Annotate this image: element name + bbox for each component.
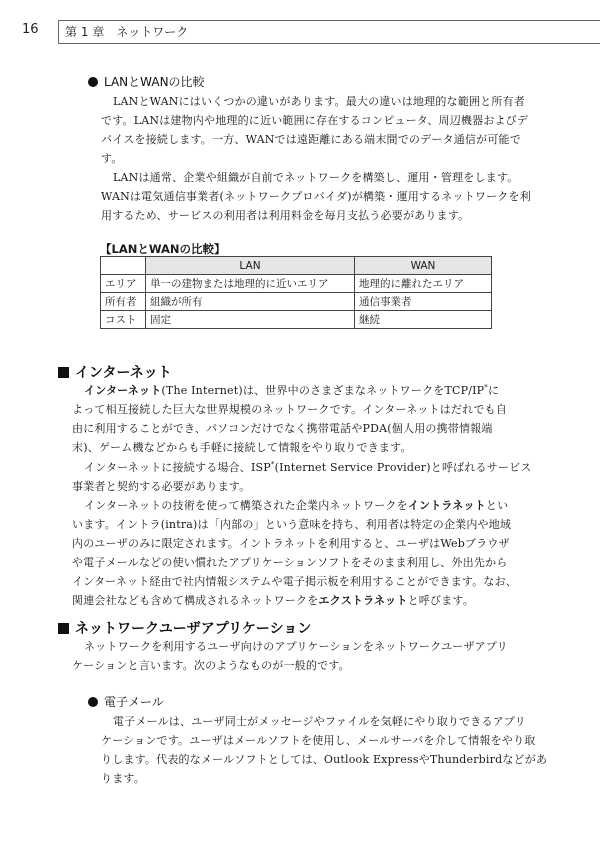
paragraph-line: よって相互接続した巨大な世界規模のネットワークです。インターネットはだれでも自 xyxy=(72,403,507,416)
table-header-cell xyxy=(101,257,146,275)
paragraph-line: や電子メールなどの使い慣れたアプリケーションソフトをそのまま利用し、外出先から xyxy=(72,556,508,569)
section-square-icon xyxy=(58,623,69,634)
table-cell: 所有者 xyxy=(101,293,146,311)
paragraph-line: 用するため、サービスの利用者は利用料金を毎月支払う必要があります。 xyxy=(101,209,470,222)
paragraph-line: ネットワークを利用するユーザ向けのアプリケーションをネットワークユーザアプリ xyxy=(84,640,508,653)
paragraph-line: す。 xyxy=(101,152,123,165)
paragraph-line: インターネット経由で社内情報システムや電子掲示板を利用することができます。なお、 xyxy=(72,575,518,588)
table-header-cell: LAN xyxy=(146,257,355,275)
paragraph-line: インターネットに接続する場合、ISP*(Internet Service Provider)と呼ばれるサービス xyxy=(84,460,532,474)
bullet-icon xyxy=(88,77,98,87)
term-intranet: イントラネット xyxy=(407,499,486,512)
table-cell: 通信事業者 xyxy=(355,293,492,311)
term-extranet: エクストラネット xyxy=(318,594,408,607)
internet-heading: インターネット xyxy=(58,362,172,382)
paragraph-line: ります。 xyxy=(101,772,145,785)
table-caption: 【LANとWANの比較】 xyxy=(100,242,226,256)
table-cell: 組織が所有 xyxy=(146,293,355,311)
paragraph-line: 末)、ゲーム機などからも手軽に接続して情報をやり取りできます。 xyxy=(72,441,412,454)
table-cell: エリア xyxy=(101,275,146,293)
lan-wan-heading: LANとWANの比較 xyxy=(88,73,205,90)
paragraph-line: 由に利用することができ、パソコンだけでなく携帯電話やPDA(個人用の携帯情報端 xyxy=(72,422,493,435)
paragraph-line: ケーションと言います。次のようなものが一般的です。 xyxy=(72,659,350,672)
apps-heading: ネットワークユーザアプリケーション xyxy=(58,618,311,638)
bullet-icon xyxy=(88,697,98,707)
term-internet: インターネット xyxy=(84,384,162,397)
paragraph-line: バイスを接続します。一方、WANでは遠距離にある端末間でのデータ通信が可能で xyxy=(101,133,521,146)
table-cell: 地理的に離れたエリア xyxy=(355,275,492,293)
table-row xyxy=(101,275,492,293)
email-heading: 電子メール xyxy=(88,693,164,710)
table-cell: 継続 xyxy=(355,311,492,329)
chapter-title: 第 1 章 ネットワーク xyxy=(65,25,189,39)
table-cell: 単一の建物または地理的に近いエリア xyxy=(146,275,355,293)
paragraph-line: です。LANは建物内や地理的に近い範囲に存在するコンピュータ、周辺機器およびデ xyxy=(101,114,529,127)
comparison-table xyxy=(100,256,492,329)
paragraph-line: 関連会社なども含めて構成されるネットワークをエクストラネットと呼びます。 xyxy=(72,594,474,607)
table-row xyxy=(101,293,492,311)
page-header xyxy=(0,18,600,42)
paragraph-line: LANは通常、企業や組織が自前でネットワークを構築し、運用・管理をします。 xyxy=(113,171,519,184)
paragraph-line: ケーションです。ユーザはメールソフトを使用し、メールサーバを介して情報をやり取 xyxy=(101,734,536,747)
table-cell: 固定 xyxy=(146,311,355,329)
paragraph-line: WANは電気通信事業者(ネットワークプロバイダ)が構築・運用するネットワークを利 xyxy=(101,190,531,203)
table-header-row xyxy=(101,257,492,275)
table-cell: コスト xyxy=(101,311,146,329)
paragraph-line: 事業者と契約する必要があります。 xyxy=(72,480,251,493)
paragraph-line: りします。代表的なメールソフトとしては、Outlook ExpressやThunderbirdなどがあ xyxy=(101,753,548,766)
paragraph-line: 内のユーザのみに限定されます。イントラネットを利用すると、ユーザはWebブラウザ xyxy=(72,537,510,550)
section-square-icon xyxy=(58,367,69,378)
paragraph-line: インターネットの技術を使って構築された企業内ネットワークをイントラネットとい xyxy=(84,499,509,512)
table-header-cell: WAN xyxy=(355,257,492,275)
chapter-header-box xyxy=(58,20,600,44)
paragraph-line: インターネット(The Internet)は、世界中のさまざまなネットワークをTCP/IP*に xyxy=(84,383,500,397)
table-row xyxy=(101,311,492,329)
page-number: 16 xyxy=(22,22,39,37)
paragraph-line: LANとWANにはいくつかの違いがあります。最大の違いは地理的な範囲と所有者 xyxy=(113,95,525,108)
paragraph-line: 電子メールは、ユーザ同士がメッセージやファイルを気軽にやり取りできるアプリ xyxy=(113,715,526,728)
paragraph-line: います。イントラ(intra)は「内部の」という意味を持ち、利用者は特定の企業内や地域 xyxy=(72,518,512,531)
